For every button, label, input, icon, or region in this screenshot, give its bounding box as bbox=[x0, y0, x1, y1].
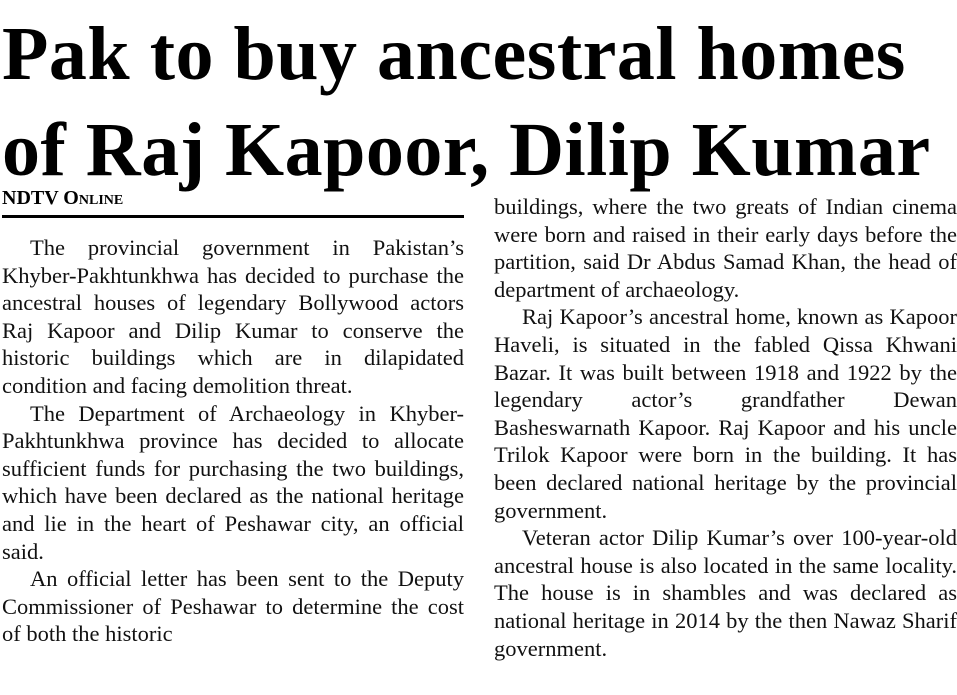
paragraph: An official letter has been sent to the Deputy Commissioner of Peshawar to determine the cost of both the historic bbox=[2, 566, 464, 647]
headline bbox=[2, 6, 955, 198]
byline-source: NDTV Online bbox=[2, 187, 124, 209]
paragraph: The provincial government in Pakistan’s Khyber-Pakhtunkhwa has decided to purchase the ancestral houses of legendary Bollywood actors Raj Kapoor and Dilip Kumar to conserve the historic buildings which are in dilapidated condition and facing demolition threat. bbox=[2, 235, 464, 398]
byline bbox=[2, 186, 123, 210]
headline-line-2: of Raj Kapoor, Dilip Kumar bbox=[2, 108, 931, 192]
paragraph: Veteran actor Dilip Kumar’s over 100-year-old ancestral house is also located in the same locality. The house is in shambles and was declared as national heritage in 2014 by the then Nawaz Sharif government. bbox=[494, 525, 957, 661]
paragraph-continued: buildings, where the two greats of Indian cinema were born and raised in their early days before the partition, said Dr Abdus Samad Khan, the head of department of archaeology. bbox=[494, 194, 957, 302]
paragraph: The Department of Archaeology in Khyber-Pakhtunkhwa province has decided to allocate sufficient funds for purchasing the two buildings, which have been declared as the national heritage and lie in the heart of Peshawar city, an official said. bbox=[2, 400, 464, 564]
headline-line-1: Pak to buy ancestral homes bbox=[2, 12, 906, 96]
article-column-left bbox=[2, 234, 464, 648]
byline-divider bbox=[2, 215, 464, 218]
paragraph: Raj Kapoor’s ancestral home, known as Kapoor Haveli, is situated in the fabled Qissa Khwani Bazar. It was built between 1918 and 1922 by the legendary actor’s grandfather Dewan Basheswarnath Kapoor. Raj Kapoor and his uncle Trilok Kapoor were born in the building. It has been declared national heritage by the provincial government. bbox=[494, 304, 957, 523]
article-column-right bbox=[494, 193, 957, 662]
